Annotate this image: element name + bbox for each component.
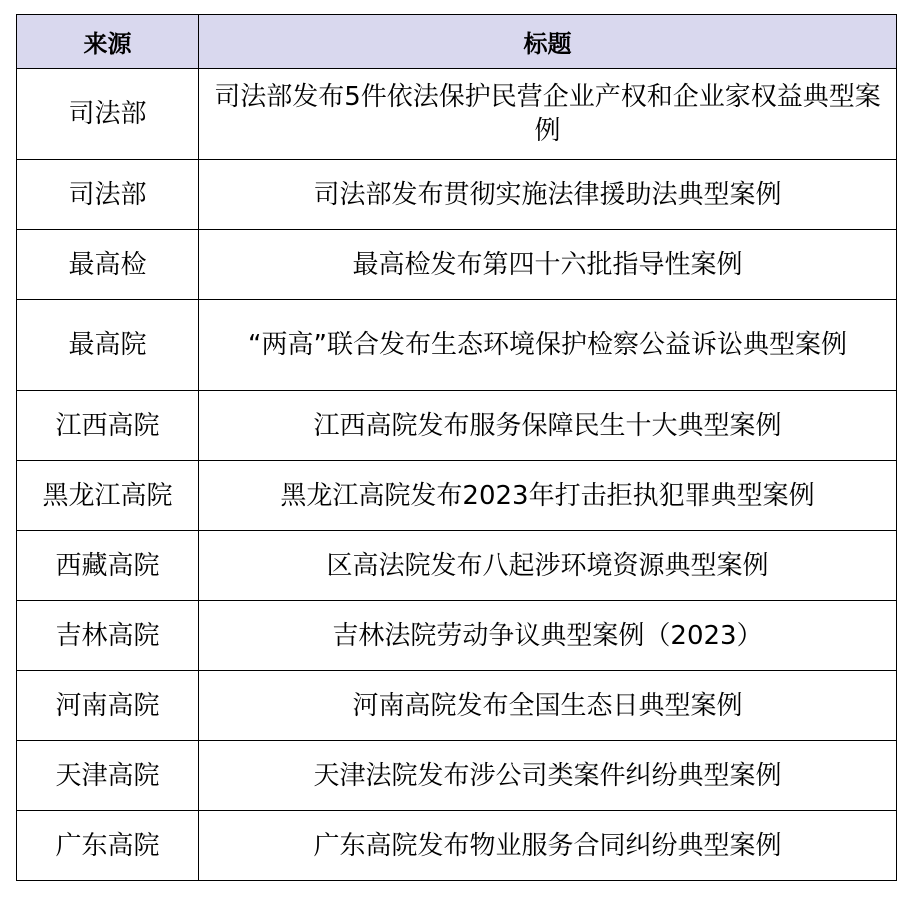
row-source: 西藏高院 xyxy=(17,531,199,601)
row-title: 天津法院发布涉公司类案件纠纷典型案例 xyxy=(199,741,897,811)
table-row xyxy=(17,741,897,811)
row-title: 河南高院发布全国生态日典型案例 xyxy=(199,671,897,741)
row-title: 吉林法院劳动争议典型案例（2023） xyxy=(199,601,897,671)
row-title: 江西高院发布服务保障民生十大典型案例 xyxy=(199,391,897,461)
header-row xyxy=(17,15,897,69)
table-row xyxy=(17,461,897,531)
row-source: 吉林高院 xyxy=(17,601,199,671)
table-body xyxy=(17,69,897,881)
row-source: 最高院 xyxy=(17,300,199,391)
header-title: 标题 xyxy=(199,15,897,69)
table-row xyxy=(17,160,897,230)
table-row xyxy=(17,601,897,671)
row-title: “两高”联合发布生态环境保护检察公益诉讼典型案例 xyxy=(199,300,897,391)
table-row xyxy=(17,391,897,461)
row-source: 河南高院 xyxy=(17,671,199,741)
row-source: 司法部 xyxy=(17,160,199,230)
row-title: 区高法院发布八起涉环境资源典型案例 xyxy=(199,531,897,601)
row-title: 广东高院发布物业服务合同纠纷典型案例 xyxy=(199,811,897,881)
row-source: 黑龙江高院 xyxy=(17,461,199,531)
table-row xyxy=(17,300,897,391)
table-row xyxy=(17,230,897,300)
table-row xyxy=(17,671,897,741)
table-row xyxy=(17,811,897,881)
row-title: 黑龙江高院发布2023年打击拒执犯罪典型案例 xyxy=(199,461,897,531)
row-title: 司法部发布5件依法保护民营企业产权和企业家权益典型案例 xyxy=(199,69,897,160)
cases-table xyxy=(16,14,897,881)
table-row xyxy=(17,69,897,160)
row-source: 最高检 xyxy=(17,230,199,300)
row-source: 江西高院 xyxy=(17,391,199,461)
table-row xyxy=(17,531,897,601)
row-source: 司法部 xyxy=(17,69,199,160)
row-title: 司法部发布贯彻实施法律援助法典型案例 xyxy=(199,160,897,230)
row-title: 最高检发布第四十六批指导性案例 xyxy=(199,230,897,300)
row-source: 广东高院 xyxy=(17,811,199,881)
header-source: 来源 xyxy=(17,15,199,69)
table-header xyxy=(17,15,897,69)
row-source: 天津高院 xyxy=(17,741,199,811)
